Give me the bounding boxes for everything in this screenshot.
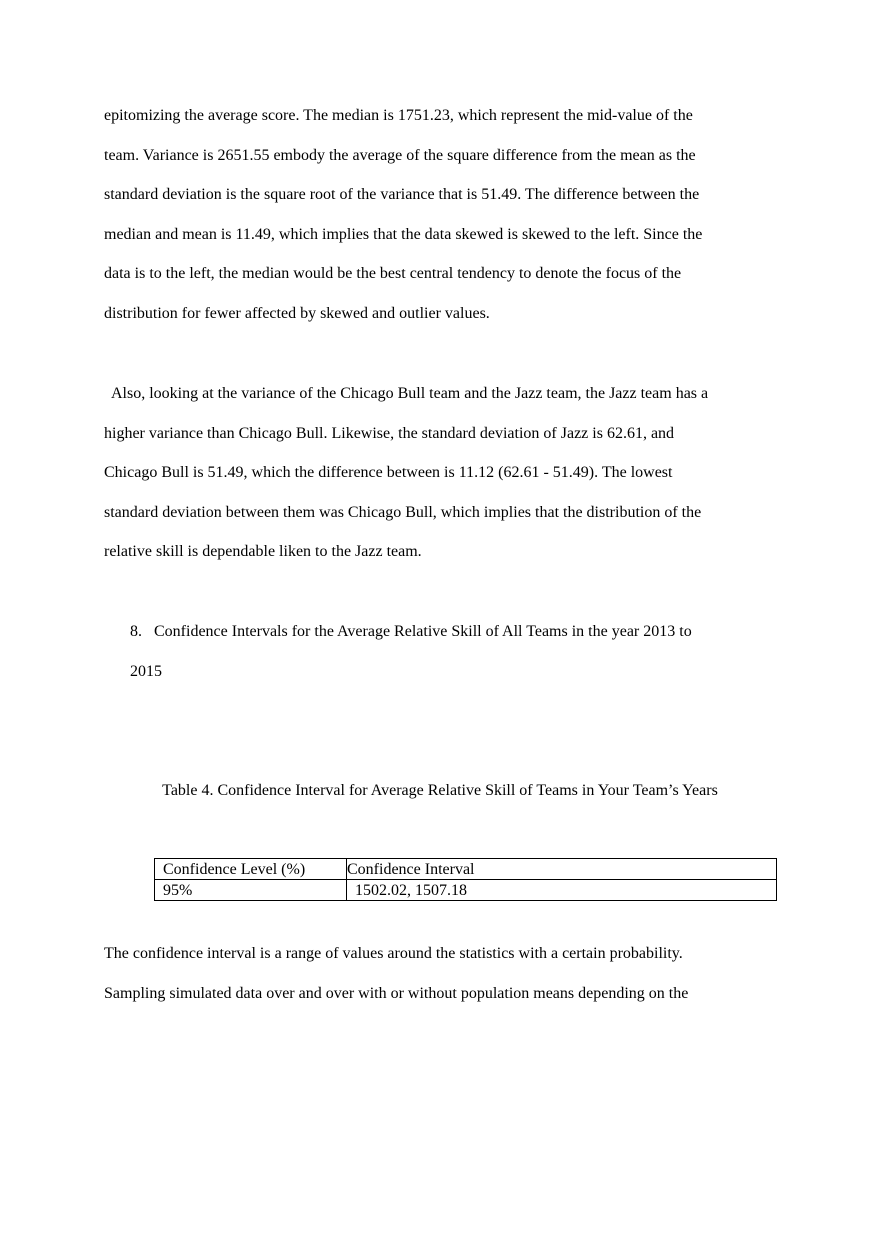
- text-line: data is to the left, the median would be the best central tendency to denote the focus of the: [104, 265, 682, 282]
- text-line: median and mean is 11.49, which implies that the data skewed is skewed to the left. Since the: [104, 225, 703, 243]
- paragraph-variance-comparison: [104, 374, 784, 572]
- text-line: The confidence interval is a range of values around the statistics with a certain probability.: [104, 945, 683, 962]
- table-header-row: [155, 859, 777, 880]
- text-line: team. Variance is 2651.55 embody the average of the square difference from the mean as the: [104, 146, 696, 164]
- text-line: Chicago Bull is 51.49, which the difference between is 11.12 (62.61 - 51.49). The lowest: [104, 464, 673, 481]
- text-line: relative skill is dependable liken to the Jazz team.: [104, 543, 422, 560]
- section-title-line-1: Confidence Intervals for the Average Relative Skill of All Teams in the year 2013 to: [154, 623, 692, 640]
- section-heading: [130, 612, 692, 691]
- table-caption: Table 4. Confidence Interval for Average Relative Skill of Teams in Your Team’s Years: [162, 782, 718, 799]
- table-row: [155, 880, 777, 901]
- table-cell: 1502.02, 1507.18: [347, 880, 777, 901]
- table-cell: 95%: [155, 880, 347, 901]
- confidence-interval-table: [154, 858, 777, 901]
- text-line: standard deviation between them was Chicago Bull, which implies that the distribution of the: [104, 503, 702, 521]
- table-header-cell: Confidence Interval: [347, 859, 777, 880]
- text-line: higher variance than Chicago Bull. Likewise, the standard deviation of Jazz is 62.61, and: [104, 424, 675, 442]
- text-line: distribution for fewer affected by skewed and outlier values.: [104, 304, 490, 322]
- text-line: standard deviation is the square root of the variance that is 51.49. The difference between the: [104, 186, 700, 203]
- table-header-cell: Confidence Level (%): [155, 859, 347, 880]
- paragraph-confidence-interval-explanation: [104, 934, 784, 1013]
- section-number: 8.: [130, 623, 142, 640]
- text-line: Also, looking at the variance of the Chicago Bull team and the Jazz team, the Jazz team has a: [111, 385, 709, 402]
- section-title-line-2: 2015: [130, 662, 162, 680]
- text-line: Sampling simulated data over and over with or without population means depending on the: [104, 984, 689, 1002]
- paragraph-statistics-summary: [104, 96, 784, 333]
- text-line: epitomizing the average score. The median is 1751.23, which represent the mid-value of the: [104, 107, 693, 124]
